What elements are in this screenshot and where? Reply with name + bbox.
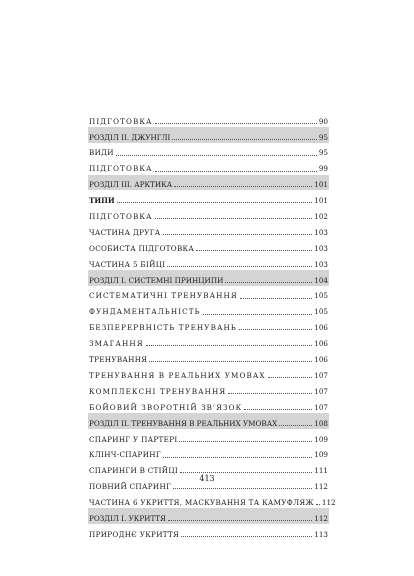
toc-entry-title: РОЗДІЛ II. ТРЕНУВАННЯ В РЕАЛЬНИХ УМОВАХ [89, 418, 278, 428]
dot-leader [196, 250, 312, 251]
toc-entry-page: 112 [314, 482, 328, 492]
toc-entry-title: БОЙОВИЙ ЗВОРОТНІЙ ЗВ'ЯЗОК [89, 402, 243, 412]
toc-entry [88, 222, 329, 238]
toc-entry [88, 413, 329, 429]
toc-entry-title: ПІДГОТОВКА [89, 164, 153, 174]
toc-entry [88, 429, 329, 445]
toc-entry [88, 143, 329, 159]
toc-entry [88, 270, 329, 286]
dot-leader [168, 520, 312, 521]
dot-leader [279, 425, 312, 426]
dot-leader [179, 441, 312, 442]
toc-entry [88, 254, 329, 270]
toc-entry [88, 318, 329, 334]
toc-entry-title: СИСТЕМАТИЧНІ ТРЕНУВАННЯ [89, 291, 238, 301]
toc-entry-page: 107 [314, 370, 328, 380]
toc-entry-page: 111 [314, 466, 328, 476]
dot-leader [149, 361, 312, 362]
toc-entry-title: ТРЕНУВАННЯ [89, 355, 148, 365]
toc-entry-title: ЧАСТИНА 5 БІЙЦІ [89, 259, 166, 269]
toc-entry-page: 112 [321, 498, 336, 508]
dot-leader [163, 234, 313, 235]
toc-entry-page: 101 [314, 196, 328, 206]
dot-leader [240, 298, 312, 299]
toc-entry-title: ЗМАГАННЯ [89, 339, 144, 349]
toc-entry [88, 365, 329, 381]
toc-entry-page: 103 [314, 259, 328, 269]
toc-entry [88, 127, 329, 143]
dot-leader [174, 186, 312, 187]
toc-entry [88, 397, 329, 413]
toc-entry-title: ТРЕНУВАННЯ В РЕАЛЬНИХ УМОВАХ [89, 370, 266, 380]
toc-entry-page: 112 [314, 513, 328, 523]
toc-entry [88, 349, 329, 365]
toc-entry-title: СПАРИНГИ В СТІЙЦІ [89, 466, 179, 476]
toc-entry-title: ПІДГОТОВКА [89, 212, 153, 222]
dot-leader [268, 377, 313, 378]
dot-leader [167, 266, 312, 267]
toc-entry-title: ЧАСТИНА 6 УКРИТТЯ, МАСКУВАННЯ ТА КАМУФЛЯЖ [89, 498, 314, 508]
toc-entry-title: ПОВНИЙ СПАРИНГ [89, 482, 172, 492]
dot-leader [116, 155, 317, 156]
toc-entry [88, 492, 336, 508]
toc-entry-title: РОЗДІЛ III. АРКТИКА [89, 180, 173, 190]
dot-leader [316, 504, 320, 505]
dot-leader [181, 536, 312, 537]
toc-entry [88, 381, 329, 397]
dot-leader [173, 488, 312, 489]
toc-entry [88, 175, 329, 191]
toc-entry-page: 95 [318, 148, 328, 158]
toc-entry-page: 106 [314, 323, 328, 333]
toc-entry-title: ФУНДАМЕНТАЛЬНІСТЬ [89, 307, 201, 317]
dot-leader [244, 409, 312, 410]
toc-entry-page: 106 [314, 339, 328, 349]
dot-leader [155, 218, 313, 219]
dot-leader [203, 314, 313, 315]
dot-leader [146, 345, 313, 346]
toc-entry-page: 108 [314, 418, 328, 428]
toc-entry-title: КОМПЛЕКСНІ ТРЕНУВАННЯ [89, 386, 227, 396]
toc-entry-page: 109 [314, 434, 328, 444]
toc-entry-page: 106 [314, 355, 328, 365]
toc-entry-page: 103 [314, 243, 328, 253]
toc-entry-title: ПІДГОТОВКА [89, 116, 153, 126]
toc-entry-title: КЛІНЧ-СПАРИНГ [89, 450, 161, 460]
toc-entry-page: 103 [314, 227, 328, 237]
toc-entry [88, 508, 329, 524]
toc-entry-page: 105 [314, 291, 328, 301]
toc-entry-page: 95 [318, 132, 328, 142]
toc-entry-page: 105 [314, 307, 328, 317]
toc-entry [88, 111, 329, 127]
toc-entry [88, 159, 329, 175]
toc-entry-title: РОЗДІЛ II. ДЖУНГЛІ [89, 132, 171, 142]
toc-entry-title: ЧАСТИНА ДРУГА [89, 227, 161, 237]
toc-entry [88, 302, 329, 318]
toc-entry [88, 524, 329, 540]
toc-entry [88, 286, 329, 302]
page-number: 413 [199, 474, 215, 483]
toc-entry [88, 190, 329, 206]
dot-leader [117, 202, 313, 203]
dot-leader [225, 282, 312, 283]
toc-entry-title: СПАРИНГ У ПАРТЕРІ [89, 434, 178, 444]
toc-entry-page: 99 [318, 164, 328, 174]
toc-entry-page: 102 [314, 212, 328, 222]
toc-entry-page: 107 [314, 386, 328, 396]
dot-leader [155, 123, 317, 124]
toc-entry-title: РОЗДІЛ І. УКРИТТЯ [89, 513, 166, 523]
toc-entry [88, 238, 329, 254]
toc-entry-title: ВИДИ [89, 148, 114, 158]
dot-leader [239, 329, 312, 330]
dot-leader [172, 139, 316, 140]
toc-entry-page: 107 [314, 402, 328, 412]
toc-entry-title: ТИПИ [89, 196, 115, 206]
dot-leader [163, 457, 312, 458]
toc-entry-page: 101 [314, 180, 328, 190]
toc-entry-title: РОЗДІЛ І. СИСТЕМНІ ПРИНЦИПИ [89, 275, 224, 285]
toc-entry-page: 90 [318, 116, 328, 126]
dot-leader [155, 171, 317, 172]
toc-entry-page: 113 [314, 529, 328, 539]
toc-entry [88, 445, 329, 461]
toc-entry-page: 109 [314, 450, 328, 460]
toc-entry [88, 333, 329, 349]
toc-entry-title: БЕЗПЕРЕРВНІСТЬ ТРЕНУВАНЬ [89, 323, 237, 333]
toc-entry-page: 104 [314, 275, 328, 285]
toc-entry [88, 206, 329, 222]
toc-entry-title: ПРИРОДНЄ УКРИТТЯ [89, 529, 180, 539]
toc-entry-title: ОСОБИСТА ПІДГОТОВКА [89, 243, 195, 253]
dot-leader [228, 393, 312, 394]
